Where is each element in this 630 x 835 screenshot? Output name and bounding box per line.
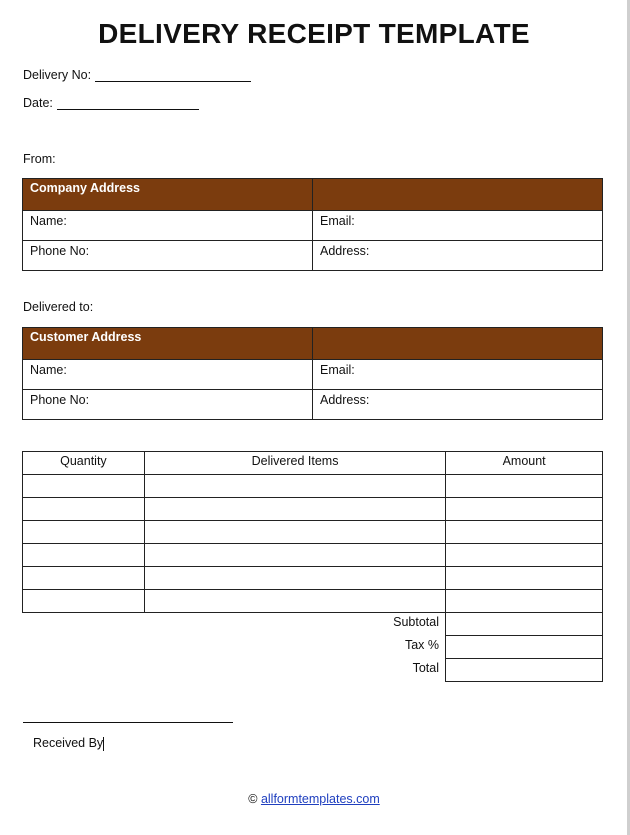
item-cell[interactable] xyxy=(144,567,445,590)
delivery-no-field[interactable] xyxy=(23,68,251,82)
company-address-cell[interactable] xyxy=(313,241,603,271)
quantity-cell[interactable] xyxy=(23,590,145,613)
total-cell[interactable] xyxy=(446,659,603,682)
copyright-symbol: © xyxy=(248,792,258,806)
delivery-no-blank[interactable] xyxy=(95,68,251,82)
company-address-header-blank xyxy=(313,179,603,211)
customer-address-table xyxy=(22,327,603,420)
quantity-cell[interactable] xyxy=(23,498,145,521)
quantity-cell[interactable] xyxy=(23,544,145,567)
quantity-cell[interactable] xyxy=(23,475,145,498)
date-label: Date: xyxy=(23,96,53,110)
items-body xyxy=(23,475,603,613)
company-email-label: Email: xyxy=(320,214,355,228)
from-label: From: xyxy=(23,152,56,166)
footer xyxy=(0,792,628,806)
company-email-cell[interactable] xyxy=(313,211,603,241)
customer-address-cell[interactable] xyxy=(313,390,603,420)
customer-name-label: Name: xyxy=(30,363,67,377)
delivered-items-table xyxy=(22,451,603,613)
item-cell[interactable] xyxy=(144,521,445,544)
delivered-items-column-header: Delivered Items xyxy=(144,452,445,475)
customer-phone-label: Phone No: xyxy=(30,393,90,407)
item-cell[interactable] xyxy=(144,498,445,521)
customer-email-label: Email: xyxy=(320,363,355,377)
company-name-label: Name: xyxy=(30,214,67,228)
table-row xyxy=(23,475,603,498)
subtotal-label: Subtotal xyxy=(393,614,439,629)
company-address-table xyxy=(22,178,603,271)
quantity-cell[interactable] xyxy=(23,521,145,544)
signature-line[interactable] xyxy=(23,722,233,723)
customer-email-cell[interactable] xyxy=(313,360,603,390)
amount-cell[interactable] xyxy=(446,521,603,544)
amount-cell[interactable] xyxy=(446,475,603,498)
quantity-column-header: Quantity xyxy=(23,452,145,475)
company-address-label: Address: xyxy=(320,244,370,258)
delivery-no-label: Delivery No: xyxy=(23,68,92,82)
item-cell[interactable] xyxy=(144,590,445,613)
quantity-cell[interactable] xyxy=(23,567,145,590)
table-row xyxy=(23,567,603,590)
amount-cell[interactable] xyxy=(446,567,603,590)
table-row xyxy=(23,521,603,544)
date-field[interactable] xyxy=(23,96,199,110)
totals-table xyxy=(22,612,603,682)
footer-link[interactable]: allformtemplates.com xyxy=(260,792,380,806)
total-label: Total xyxy=(412,660,439,675)
amount-cell[interactable] xyxy=(446,498,603,521)
company-phone-label: Phone No: xyxy=(30,244,90,258)
company-address-header: Company Address xyxy=(23,179,313,211)
table-row xyxy=(23,544,603,567)
subtotal-cell[interactable] xyxy=(446,613,603,636)
item-cell[interactable] xyxy=(144,544,445,567)
amount-cell[interactable] xyxy=(446,544,603,567)
received-by-label: Received By xyxy=(33,736,104,750)
tax-cell[interactable] xyxy=(446,636,603,659)
text-cursor xyxy=(103,737,104,751)
item-cell[interactable] xyxy=(144,475,445,498)
customer-name-cell[interactable] xyxy=(23,360,313,390)
received-by xyxy=(33,736,104,751)
page-title: DELIVERY RECEIPT TEMPLATE xyxy=(98,18,530,49)
customer-address-label: Address: xyxy=(320,393,370,407)
tax-label: Tax % xyxy=(404,637,439,652)
table-row xyxy=(23,590,603,613)
date-blank[interactable] xyxy=(57,96,199,110)
customer-phone-cell[interactable] xyxy=(23,390,313,420)
company-name-cell[interactable] xyxy=(23,211,313,241)
table-row xyxy=(23,498,603,521)
delivered-to-label: Delivered to: xyxy=(23,300,94,314)
customer-address-header: Customer Address xyxy=(23,328,313,360)
company-phone-cell[interactable] xyxy=(23,241,313,271)
amount-column-header: Amount xyxy=(446,452,603,475)
amount-cell[interactable] xyxy=(446,590,603,613)
customer-address-header-blank xyxy=(313,328,603,360)
